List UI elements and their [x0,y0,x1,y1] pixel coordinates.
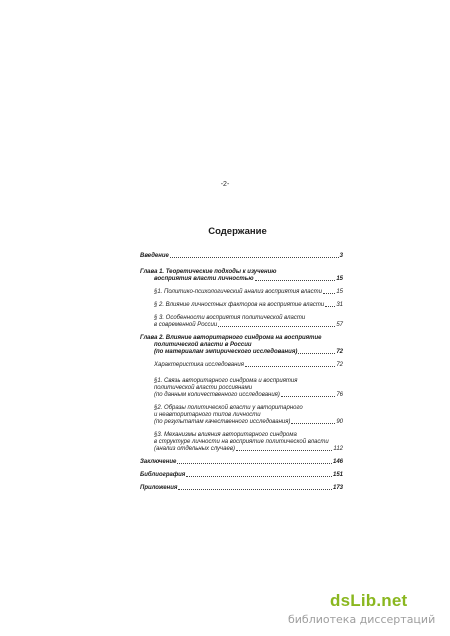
watermark-subtitle: библиотека диссертаций [288,613,436,626]
toc-entry-ch2-section-1 [154,378,343,399]
toc-entry-page: 57 [336,322,343,328]
toc-entry-page: 31 [336,302,343,308]
page-number: -2- [220,181,230,188]
toc-entry-ch1-section-2 [154,302,343,309]
toc-entry-conclusion [140,459,343,466]
toc-entry-title: §1. Политико-психологический анализ восприятия власти [154,289,322,295]
toc-entry-title-cont: в структуре личности на восприятие политической власти [154,439,329,445]
dot-leader [177,463,332,464]
toc-entry-ch1-section-3 [154,315,343,329]
toc-entry-title-cont: в современной России [154,322,218,328]
dot-leader [325,306,335,307]
toc-entry-title: § 3. Особенности восприятия политической власти [154,315,306,321]
watermark-brand: dsLib.net [330,591,408,610]
toc-entry-page: 15 [336,289,343,295]
dot-leader [236,450,332,451]
toc-entry-title-cont: (по материалам эмпирического исследования) [154,349,298,355]
toc-entry-page: 72 [336,349,343,355]
toc-entry-title: Библиография [140,472,186,478]
toc-entry-title-cont: и неавторитарного типов личности [154,412,261,418]
toc-entry-title: Глава 2. Влияние авторитарного синдрома на восприятие [140,335,322,341]
toc-entry-title: Глава 1. Теоретические подходы к изучению [140,269,277,275]
toc-entry-appendices [140,485,343,492]
dot-leader [255,280,336,281]
toc-entry-ch2-section-3 [154,432,343,453]
dot-leader [170,257,339,258]
toc-entry-page: 90 [336,419,343,425]
dot-leader [323,293,335,294]
toc-entry-title: Введение [140,253,169,259]
toc-entry-page: 15 [336,276,343,282]
toc-entry-page: 112 [333,446,343,452]
toc-entry-ch1-section-1 [154,289,343,296]
dot-leader [245,366,335,367]
toc-entry-title-cont: (анализ отдельных случаев) [154,446,235,452]
toc-title: Содержание [208,226,267,237]
toc-entry-page: 173 [332,485,343,491]
toc-entry-title: §1. Связь авторитарного синдрома и восприятия [154,378,298,384]
toc-entry-ch2-overview [154,362,343,369]
toc-entry-title: § 2. Влияние личностных факторов на восприятие власти [154,302,325,308]
toc-entry-title-cont: восприятия власти личностью [154,276,254,282]
toc-entry-page: 76 [336,392,343,398]
dot-leader [298,353,335,354]
toc-entry-title: Приложения [140,485,178,491]
toc-entry-page: 151 [332,472,343,478]
dot-leader [281,396,335,397]
toc-entry-title-cont: политической власти в России [154,342,252,348]
dot-leader [186,476,332,477]
toc-entry-title-cont: (по результатам качественного исследования) [154,419,291,425]
toc-entry-page: 146 [332,459,343,465]
toc-entry-title: §2. Образы политической власти у авторитарного [154,405,303,411]
toc-entry-chapter-2 [140,335,343,356]
toc-entry-title: §3. Механизмы влияния авторитарного синдрома [154,432,297,438]
toc-entry-introduction [140,253,343,260]
toc-entry-title: Заключение [140,459,177,465]
dot-leader [178,489,332,490]
dot-leader [291,423,335,424]
toc-entry-chapter-1 [140,269,343,283]
dot-leader [218,326,335,327]
toc-entry-title-cont: (по данным количественного исследования) [154,392,280,398]
toc-entry-page: 72 [336,362,343,368]
toc-entry-title-cont: политической власти россиянами [154,385,253,391]
toc-entry-bibliography [140,472,343,479]
table-of-contents [140,253,343,492]
toc-entry-title: Характеристика исследования [154,362,244,368]
toc-entry-ch2-section-2 [154,405,343,426]
toc-entry-page: 3 [339,253,343,259]
